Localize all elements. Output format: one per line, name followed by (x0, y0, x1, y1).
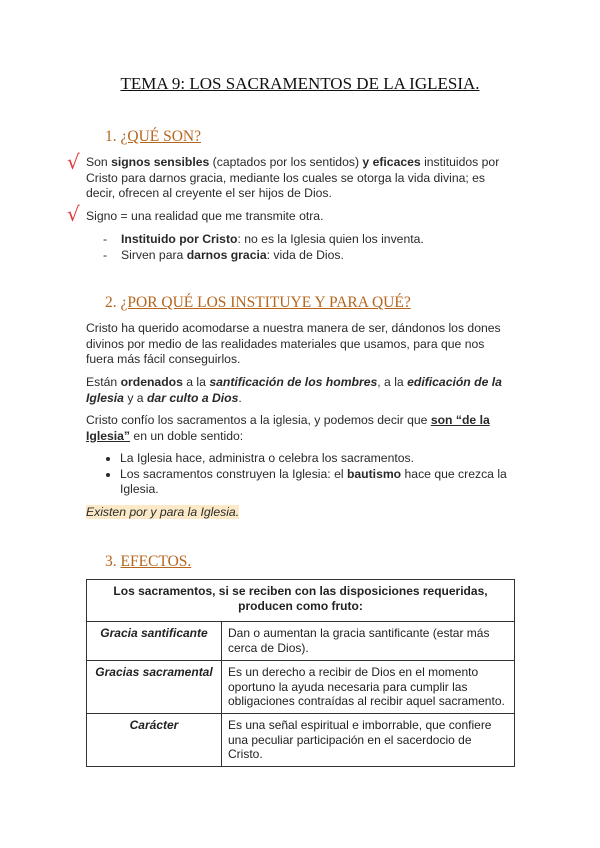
text: en un doble sentido: (130, 428, 244, 443)
table-row (87, 714, 515, 767)
check-mark-icon: √ (67, 150, 80, 174)
text: Sirven para (121, 248, 187, 262)
section-number: 1. (105, 128, 117, 145)
list-item: • La Iglesia hace, administra o celebra los sacramentos. (120, 451, 509, 467)
text: Cristo confío los sacramentos a la iglesia, y podemos decir que (86, 413, 431, 427)
text: hace que crezca la Iglesia. (120, 466, 507, 496)
text: Están (86, 375, 121, 389)
text: . (238, 390, 242, 405)
highlight-text: Existen por y para la Iglesia. (86, 505, 240, 519)
dash-item (103, 232, 424, 248)
bold-underlined-text: son “de la Iglesia” (86, 413, 490, 443)
paragraph-definition (86, 155, 506, 202)
bold-text: signos sensibles (111, 155, 210, 169)
text: , a la (377, 375, 408, 389)
text: Los sacramentos construyen la Iglesia: el (120, 466, 347, 481)
bullet-list (104, 451, 509, 498)
section-3-heading (105, 553, 191, 571)
bold-text: darnos gracia (186, 248, 267, 262)
section-title: ¿POR QUÉ LOS INSTITUYE Y PARA QUÉ? (120, 294, 411, 311)
dash-marker: - (103, 248, 108, 262)
bold-italic-text: dar culto a Dios (146, 390, 239, 405)
section-number: 3. (105, 553, 117, 570)
row-label: Gracia santificante (87, 622, 222, 661)
bold-italic-text: edificación de la Iglesia (86, 375, 502, 405)
bold-text: ordenados (120, 375, 183, 389)
row-text: Es un derecho a recibir de Dios en el momento oportuno la ayuda necesaria para cumplir las obligaciones contraídas al recibir aquel sacramento. (222, 661, 515, 714)
page-title: TEMA 9: LOS SACRAMENTOS DE LA IGLESIA. (120, 74, 480, 93)
section-1-heading (105, 128, 201, 146)
table-row (87, 622, 515, 661)
paragraph-confio (86, 413, 511, 444)
bold-text: y eficaces (362, 155, 421, 169)
list-item (120, 467, 509, 498)
row-text: Dan o aumentan la gracia santificante (estar más cerca de Dios). (222, 622, 515, 661)
row-text: Es una señal espiritual e imborrable, que confiere una peculiar participación en el sacerdocio de Cristo. (222, 714, 515, 767)
highlighted-note (86, 505, 239, 521)
table-header: Los sacramentos, si se reciben con las disposiciones requeridas, producen como fruto: (87, 580, 515, 622)
row-label: Carácter (87, 714, 222, 767)
row-label: Gracias sacramental (87, 661, 222, 714)
section-number: 2. (105, 294, 117, 311)
bold-text: Instituido por Cristo (121, 232, 238, 246)
paragraph-signo: Signo = una realidad que me transmite otra. (86, 209, 324, 223)
text: : no es la Iglesia quien los inventa. (237, 232, 424, 246)
text: a la (182, 375, 210, 389)
check-mark-icon: √ (67, 202, 80, 226)
table-row (87, 661, 515, 714)
section-title: ¿QUÉ SON? (120, 128, 201, 145)
bold-text: bautismo (346, 466, 402, 481)
text: Son (86, 155, 112, 169)
text: y a (123, 390, 147, 405)
table-header-row (87, 580, 515, 622)
section-2-heading (105, 294, 411, 312)
bold-italic-text: santificación de los hombres (209, 375, 378, 389)
text: instituidos por Cristo para darnos gracia, mediante los cuales se otorga la vida divina; es decir, ofrecen al creyente el ser hijos de Dios. (86, 155, 500, 200)
dash-marker: - (103, 232, 108, 246)
paragraph-ordenados (86, 375, 511, 406)
section-title: EFECTOS. (120, 553, 192, 570)
text: : vida de Dios. (266, 248, 344, 262)
effects-table (86, 579, 515, 767)
paragraph-intro: Cristo ha querido acomodarse a nuestra manera de ser, dándonos los dones divinos por medio de las realidades materiales que usamos, para que nos fuera más fácil conseguirlos. (86, 321, 501, 366)
dash-item (103, 248, 344, 264)
text: (captados por los sentidos) (209, 155, 363, 169)
